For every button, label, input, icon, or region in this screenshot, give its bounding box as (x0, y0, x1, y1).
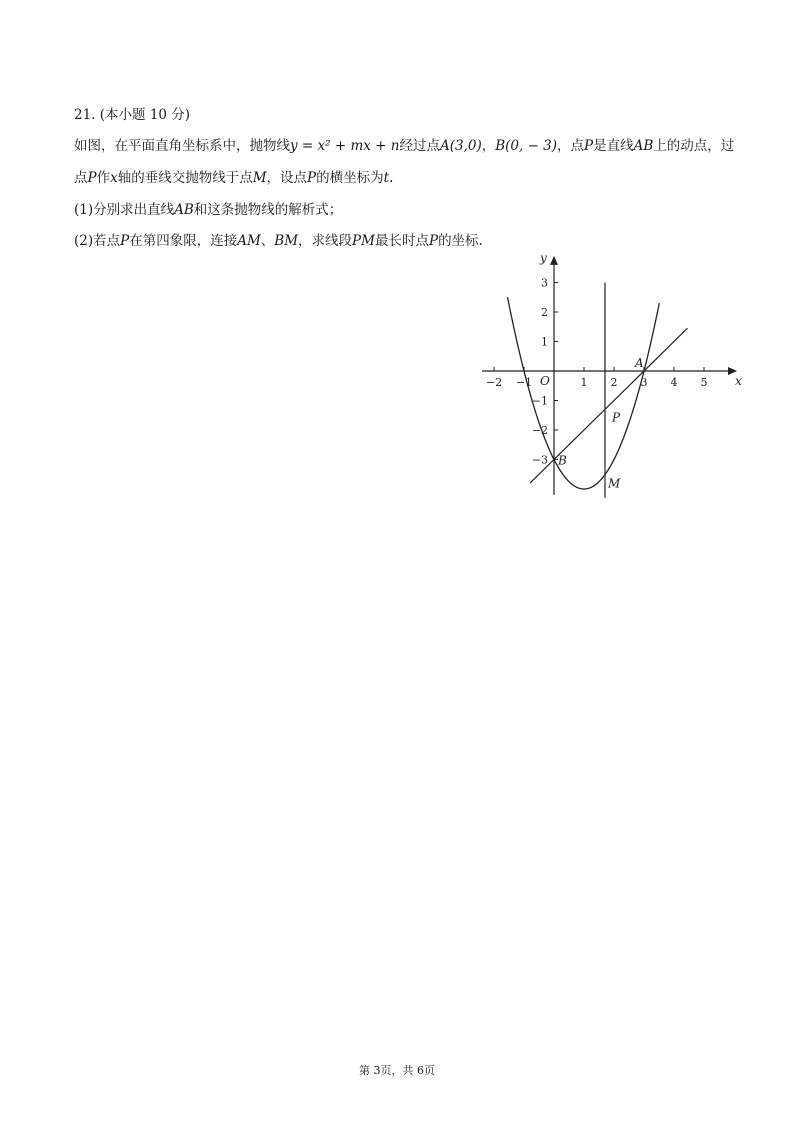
text: 轴的垂线交抛物线于点 (117, 170, 253, 186)
coordinate-figure (472, 248, 742, 498)
math-p: P (87, 170, 97, 186)
text: 是直线 (593, 138, 634, 154)
x-tick-label: 1 (580, 376, 588, 389)
text: 的横坐标为 (316, 170, 384, 186)
y-axis-label: y (540, 250, 547, 265)
math-am: AM (237, 233, 261, 249)
text: 在第四象限，连接 (129, 233, 238, 249)
text: (1)分别求出直线 (74, 202, 175, 218)
math-p: P (428, 233, 439, 249)
text: 如图，在平面直角坐标系中，抛物线 (74, 138, 290, 154)
x-tick-label: −2 (485, 376, 503, 389)
problem-line-2 (74, 166, 393, 186)
y-tick-label: 3 (541, 276, 548, 290)
text: . (389, 170, 394, 186)
y-tick-label: 2 (541, 306, 548, 319)
page-footer: 第 3页，共 6页 (359, 1064, 435, 1077)
math-p: P (307, 170, 317, 186)
problem-header: 21. (本小题 10 分) (74, 107, 191, 123)
point-label-p: P (612, 410, 621, 425)
math-p: P (120, 233, 130, 249)
math-ab: AB (633, 138, 654, 154)
y-tick-label: −2 (531, 424, 548, 437)
math-ab: AB (174, 202, 194, 218)
math-point-b: B(0, − 3) (495, 138, 558, 154)
text: 上的动点，过 (653, 138, 735, 154)
text: 点 (74, 170, 88, 186)
parabola (508, 297, 660, 489)
math-t: t (383, 170, 390, 186)
text: ，设点 (266, 170, 308, 186)
origin-label: O (540, 374, 550, 388)
point-label-b: B (558, 453, 567, 468)
x-tick-label: 3 (640, 376, 648, 389)
y-tick-label: −1 (531, 394, 548, 408)
y-tick-label: 1 (541, 335, 548, 349)
problem-part-1 (74, 198, 342, 218)
text: 最长时点 (374, 233, 429, 249)
math-x: x (110, 170, 118, 186)
x-tick-label: −1 (515, 376, 533, 389)
problem-part-2 (74, 229, 483, 249)
text: ，求线段 (298, 233, 353, 249)
x-tick-label: 5 (700, 376, 708, 389)
point-label-a: A (635, 356, 644, 370)
text: 和这条抛物线的解析式； (193, 202, 343, 218)
x-axis-label: x (735, 374, 742, 388)
math-bm: BM (274, 233, 299, 249)
text: 的坐标. (438, 233, 483, 249)
x-tick-label: 2 (610, 376, 618, 389)
text: 经过点 (399, 138, 440, 154)
y-axis-arrow (550, 256, 558, 265)
text: ，点 (557, 138, 585, 154)
text: (2)若点 (74, 233, 121, 249)
text: 、 (260, 233, 275, 249)
math-point-a: A(3,0) (439, 138, 482, 154)
math-equation: y = x² + mx + n (290, 138, 400, 154)
math-pm: PM (352, 233, 375, 249)
y-tick-label: −3 (531, 453, 548, 467)
x-tick-label: 4 (670, 376, 678, 389)
point-label-m: M (608, 476, 621, 491)
math-m: M (252, 170, 267, 186)
text: ， (481, 138, 496, 154)
text: 作 (96, 170, 111, 186)
problem-line-1 (74, 134, 734, 154)
math-p: P (584, 138, 594, 154)
